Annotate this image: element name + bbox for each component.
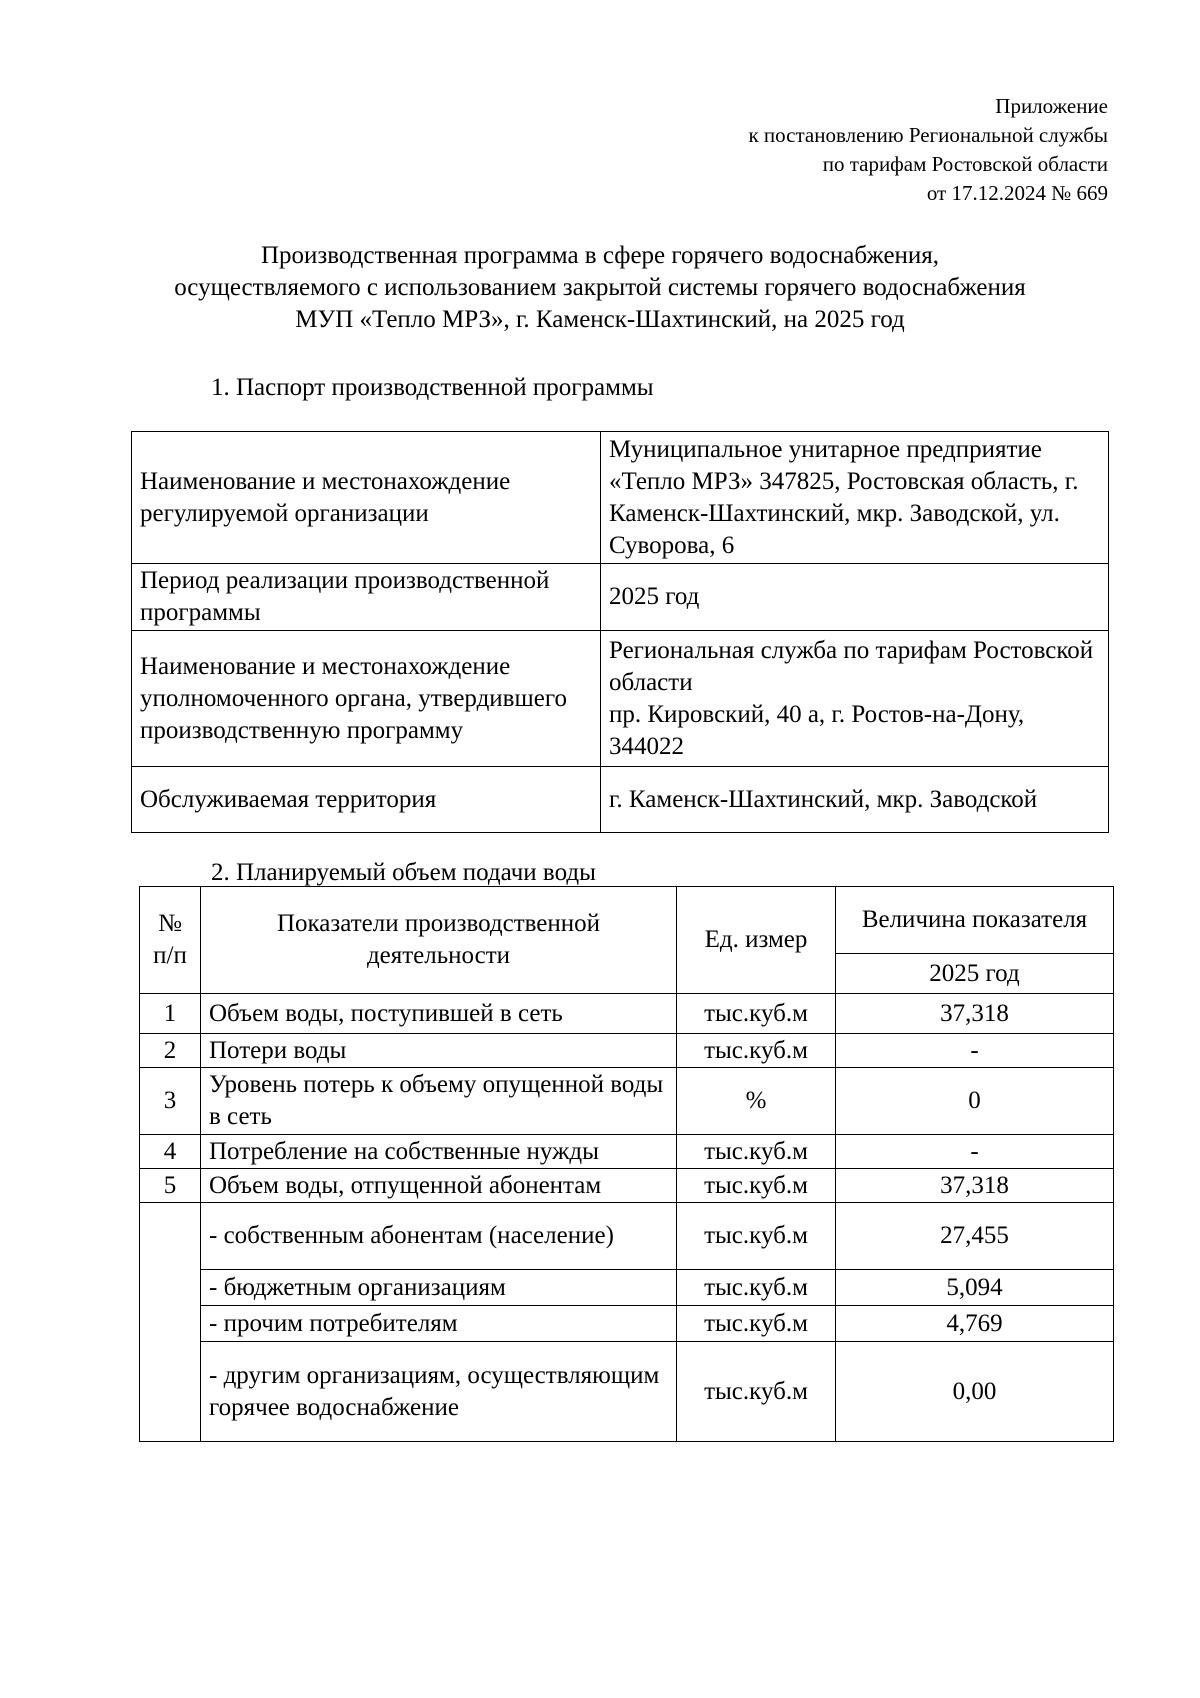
row-unit: тыс.куб.м — [677, 1169, 836, 1203]
row-value: - — [836, 1135, 1114, 1169]
passport-value: г. Каменск-Шахтинский, мкр. Заводской — [601, 767, 1109, 833]
row-unit: тыс.куб.м — [677, 1342, 836, 1442]
row-value: 5,094 — [836, 1270, 1114, 1306]
section1-heading: 1. Паспорт производственной программы — [211, 374, 654, 401]
annex-line: Приложение — [995, 94, 1108, 118]
annex-line: от 17.12.2024 № 669 — [926, 181, 1108, 205]
passport-label: Период реализации производственной программы — [132, 564, 601, 631]
passport-value-line: Региональная служба по тарифам Ростовской области — [609, 636, 1094, 696]
table-row — [132, 767, 1109, 833]
row-indicator: Объем воды, поступившей в сеть — [201, 994, 677, 1034]
annex-line: по тарифам Ростовской области — [822, 152, 1108, 176]
row-indicator: Объем воды, отпущенной абонентам — [201, 1169, 677, 1203]
table-row — [140, 1306, 1114, 1342]
row-unit: % — [677, 1068, 836, 1135]
row-unit: тыс.куб.м — [677, 994, 836, 1034]
row-indicator: - бюджетным организациям — [201, 1270, 677, 1306]
table-row — [140, 1034, 1114, 1068]
row-num: 1 — [140, 994, 201, 1034]
table-header-row — [140, 887, 1114, 954]
table-row — [140, 1203, 1114, 1270]
section2-heading: 2. Планируемый объем подачи воды — [211, 859, 596, 886]
passport-value: 2025 год — [601, 564, 1109, 631]
water-supply-table — [139, 886, 1114, 1442]
row-indicator: - другим организациям, осуществляющим горячее водоснабжение — [201, 1342, 677, 1442]
row-value: - — [836, 1034, 1114, 1068]
header-num: № п/п — [140, 887, 201, 994]
passport-value-line: пр. Кировский, 40 а, г. Ростов-на-Дону, 344022 — [609, 700, 1025, 760]
row-value: 0,00 — [836, 1342, 1114, 1442]
passport-value: Муниципальное унитарное предприятие «Тепло МРЗ» 347825, Ростовская область, г. Каменск-Шахтинский, мкр. Заводской, ул. Суворова, 6 — [601, 432, 1109, 564]
table-row — [140, 1068, 1114, 1135]
title-line: Производственная программа в сфере горячего водоснабжения, — [260, 242, 940, 269]
table-row — [140, 1169, 1114, 1203]
row-indicator: Потребление на собственные нужды — [201, 1135, 677, 1169]
row-value: 27,455 — [836, 1203, 1114, 1270]
row-value: 37,318 — [836, 1169, 1114, 1203]
row-num: 3 — [140, 1068, 201, 1135]
row-unit: тыс.куб.м — [677, 1203, 836, 1270]
row-num: 2 — [140, 1034, 201, 1068]
table-row — [140, 994, 1114, 1034]
row-value: 37,318 — [836, 994, 1114, 1034]
annex-line: к постановлению Региональной службы — [748, 123, 1108, 147]
row-indicator: - собственным абонентам (население) — [201, 1203, 677, 1270]
row-indicator: - прочим потребителям — [201, 1306, 677, 1342]
header-value: Величина показателя — [836, 887, 1114, 954]
passport-label: Наименование и местонахождение регулируемой организации — [132, 432, 601, 564]
header-indicator: Показатели производственной деятельности — [201, 887, 677, 994]
table-row — [140, 1342, 1114, 1442]
document-title — [60, 240, 1140, 336]
title-line: осуществляемого с использованием закрытой системы горячего водоснабжения — [174, 274, 1026, 301]
row-indicator: Уровень потерь к объему опущенной воды в сеть — [201, 1068, 677, 1135]
header-year: 2025 год — [836, 954, 1114, 994]
row-num-merged — [140, 1203, 201, 1442]
row-num: 4 — [140, 1135, 201, 1169]
row-unit: тыс.куб.м — [677, 1306, 836, 1342]
header-unit: Ед. измер — [677, 887, 836, 994]
passport-value — [601, 631, 1109, 767]
title-line: МУП «Тепло МРЗ», г. Каменск-Шахтинский, на 2025 год — [295, 306, 905, 333]
passport-table — [131, 431, 1109, 833]
passport-label: Наименование и местонахождение уполномоченного органа, утвердившего производственную программу — [132, 631, 601, 767]
row-unit: тыс.куб.м — [677, 1034, 836, 1068]
table-row — [132, 432, 1109, 564]
row-indicator: Потери воды — [201, 1034, 677, 1068]
passport-label: Обслуживаемая территория — [132, 767, 601, 833]
table-row — [140, 1270, 1114, 1306]
table-row — [132, 631, 1109, 767]
table-row — [140, 1135, 1114, 1169]
row-unit: тыс.куб.м — [677, 1135, 836, 1169]
annex-block — [628, 92, 1108, 208]
row-value: 0 — [836, 1068, 1114, 1135]
row-value: 4,769 — [836, 1306, 1114, 1342]
row-num: 5 — [140, 1169, 201, 1203]
row-unit: тыс.куб.м — [677, 1270, 836, 1306]
table-row — [132, 564, 1109, 631]
